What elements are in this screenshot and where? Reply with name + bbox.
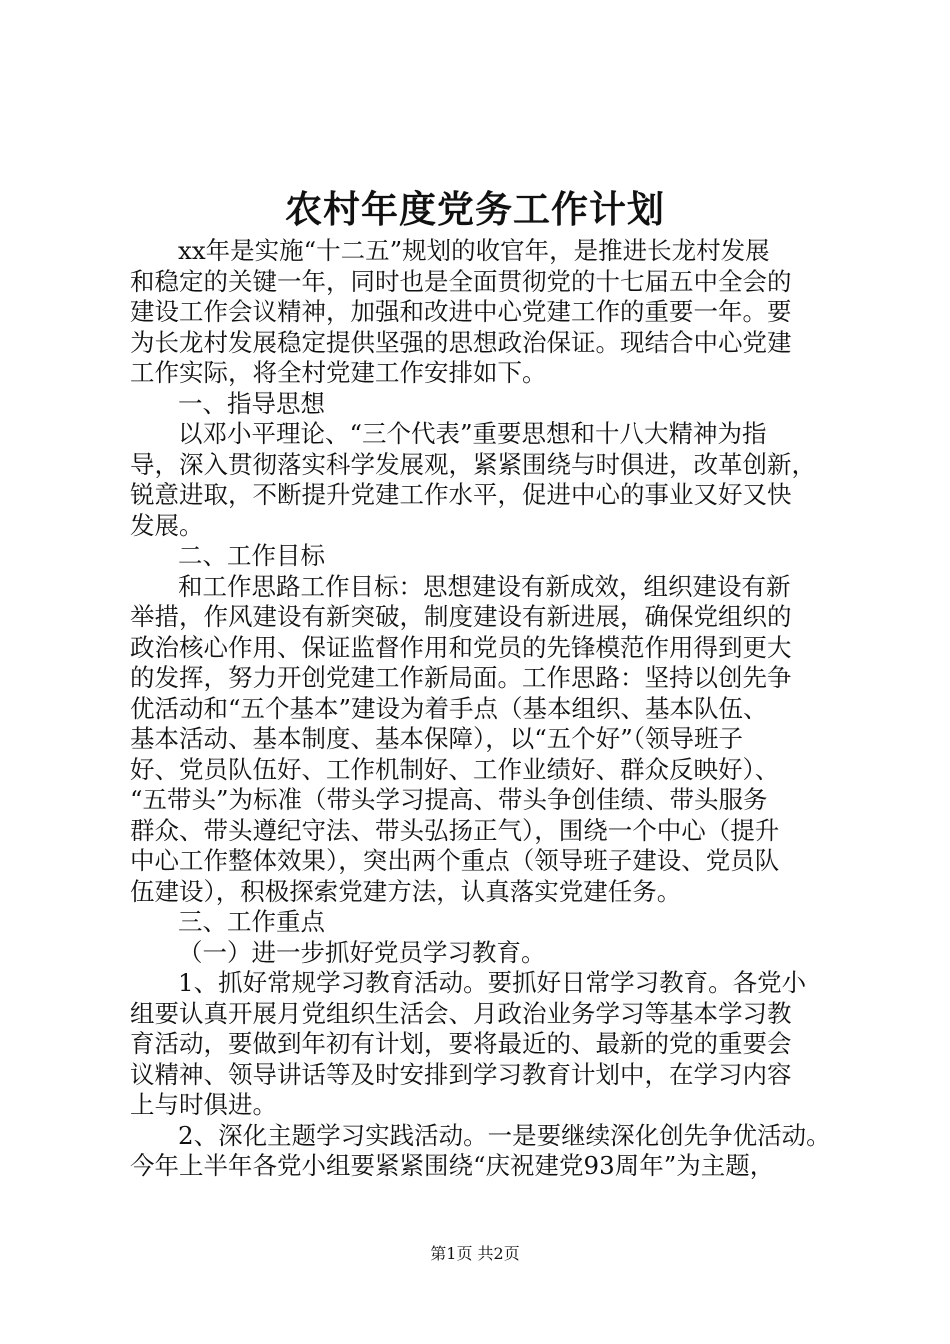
body-line: 2、深化主题学习实践活动。一是要继续深化创先争优活动。 — [178, 1120, 831, 1150]
body-line: 上与时俱进。 — [130, 1090, 277, 1119]
body-line: 政治核心作用、保证监督作用和党员的先锋模范作用得到更大 — [130, 632, 792, 662]
body-line: 和工作思路工作目标：思想建设有新成效，组织建设有新 — [178, 571, 791, 601]
body-line: “五带头”为标准（带头学习提高、带头争创佳绩、带头服务 — [130, 785, 768, 814]
body-line: 工作实际，将全村党建工作安排如下。 — [130, 358, 547, 387]
body-line: 以邓小平理论、“三个代表”重要思想和十八大精神为指 — [178, 419, 767, 448]
body-line: 今年上半年各党小组要紧紧围绕“庆祝建党93周年”为主题， — [130, 1151, 775, 1180]
document-body — [130, 236, 840, 1182]
section-heading: 三、工作重点 — [178, 907, 325, 936]
body-line: 举措，作风建设有新突破，制度建设有新进展，确保党组织的 — [130, 602, 792, 631]
body-line: 群众、带头遵纪守法、带头弘扬正气），围绕一个中心（提升 — [130, 815, 780, 845]
page-footer: 第1页 共2页 — [430, 1244, 520, 1263]
section-heading: 二、工作目标 — [178, 541, 325, 570]
body-line: 伍建设），积极探索党建方法，认真落实党建任务。 — [130, 876, 682, 906]
body-line: 导，深入贯彻落实科学发展观，紧紧围绕与时俱进，改革创新， — [130, 449, 816, 479]
section-heading: 一、指导思想 — [178, 388, 325, 418]
body-line: 建设工作会议精神，加强和改进中心党建工作的重要一年。要 — [130, 297, 792, 326]
body-line: 育活动，要做到年初有计划，要将最近的、最新的党的重要会 — [130, 1029, 792, 1058]
body-line: 的发挥，努力开创党建工作新局面。工作思路：坚持以创先争 — [130, 663, 792, 692]
body-line: 锐意进取，不断提升党建工作水平，促进中心的事业又好又快 — [130, 480, 792, 509]
body-line: 好、党员队伍好、工作机制好、工作业绩好、群众反映好）、 — [130, 754, 780, 784]
body-line: 为长龙村发展稳定提供坚强的思想政治保证。现结合中心党建 — [130, 327, 792, 357]
body-line: 中心工作整体效果），突出两个重点（领导班子建设、党员队 — [130, 846, 780, 875]
body-line: 议精神、领导讲话等及时安排到学习教育计划中，在学习内容 — [130, 1059, 792, 1089]
body-line: xx年是实施“十二五”规划的收官年，是推进长龙村发展 — [178, 236, 770, 265]
body-line: 1、抓好常规学习教育活动。要抓好日常学习教育。各党小 — [178, 968, 807, 997]
document-title: 农村年度党务工作计划 — [285, 187, 665, 231]
body-line: 优活动和“五个基本”建设为着手点（基本组织、基本队伍、 — [130, 693, 768, 723]
body-line: 和稳定的关键一年，同时也是全面贯彻党的十七届五中全会的 — [130, 266, 792, 296]
body-line: 组要认真开展月党组织生活会、月政治业务学习等基本学习教 — [130, 998, 792, 1028]
subsection-heading: （一）进一步抓好党员学习教育。 — [178, 937, 546, 967]
body-line: 发展。 — [130, 510, 204, 540]
body-line: 基本活动、基本制度、基本保障），以“五个好”（领导班子 — [130, 724, 744, 753]
